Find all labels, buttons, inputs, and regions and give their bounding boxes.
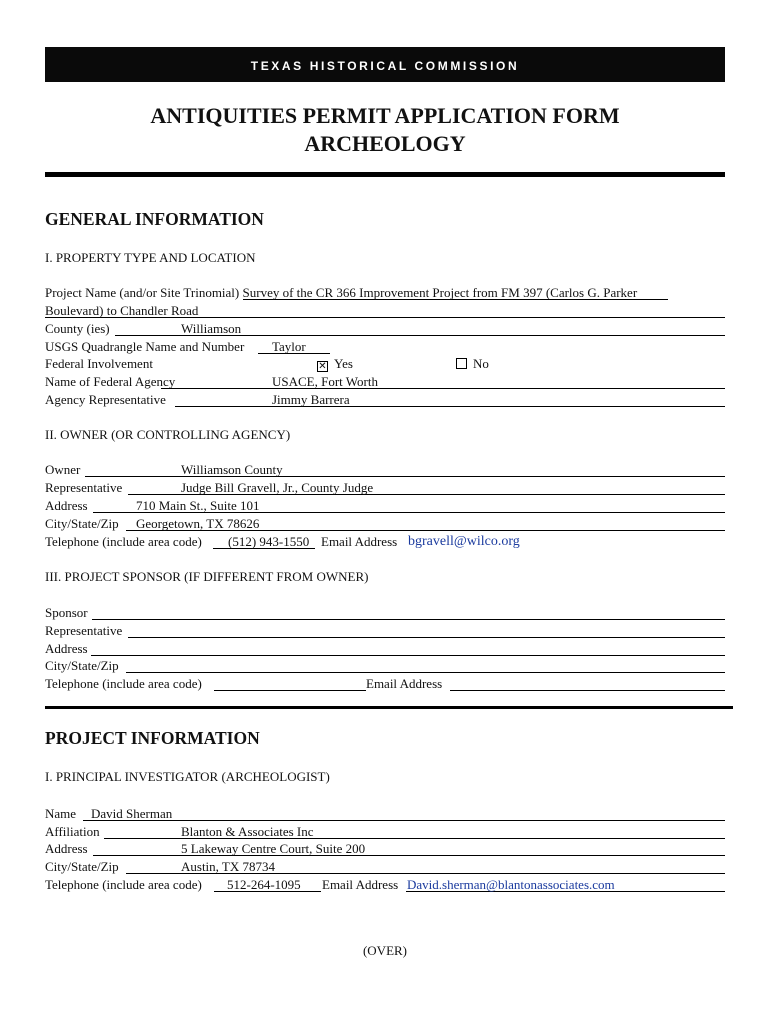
owner-email-label: Email Address (321, 534, 398, 549)
county-row (45, 320, 725, 338)
pi-address-row (45, 840, 725, 858)
general-info-heading: GENERAL INFORMATION (45, 209, 264, 229)
sponsor-phone-row (45, 675, 725, 693)
yes-option[interactable] (317, 355, 353, 373)
federal-row (45, 355, 725, 373)
owner-row (45, 461, 725, 479)
agency-label: Name of Federal Agency (45, 374, 176, 389)
agency-rep-label: Agency Representative (45, 392, 166, 407)
owner-value: Williamson County (181, 462, 283, 477)
sponsor-rep-label: Representative (45, 623, 123, 638)
pi-phone-label: Telephone (include area code) (45, 877, 202, 892)
project-name-field-1[interactable] (243, 284, 668, 300)
usgs-label: USGS Quadrangle Name and Number (45, 339, 245, 354)
county-value: Williamson (181, 321, 242, 336)
sponsor-heading: III. PROJECT SPONSOR (IF DIFFERENT FROM OWNER) (45, 569, 369, 584)
owner-city-label: City/State/Zip (45, 516, 119, 531)
sponsor-address-field[interactable] (91, 640, 725, 656)
project-info-heading: PROJECT INFORMATION (45, 728, 260, 748)
owner-email-value[interactable]: bgravell@wilco.org (408, 534, 520, 549)
pi-address-value: 5 Lakeway Centre Court, Suite 200 (181, 841, 366, 856)
pi-name-label: Name (45, 806, 77, 821)
federal-label: Federal Involvement (45, 356, 153, 371)
form-title (45, 102, 725, 158)
owner-heading: II. OWNER (OR CONTROLLING AGENCY) (45, 427, 291, 442)
owner-phone-row (45, 533, 725, 551)
owner-address-row (45, 497, 725, 515)
no-label: No (473, 356, 489, 371)
project-name-row-2 (45, 302, 725, 320)
sponsor-email-label: Email Address (366, 676, 443, 691)
property-heading: I. PROPERTY TYPE AND LOCATION (45, 250, 256, 265)
sponsor-field[interactable] (92, 604, 725, 620)
sponsor-address-label: Address (45, 641, 88, 656)
owner-city-value: Georgetown, TX 78626 (136, 516, 260, 531)
project-name-value-1: Survey of the CR 366 Improvement Project from FM 397 (Carlos G. Parker (242, 285, 638, 300)
owner-address-label: Address (45, 498, 88, 513)
sponsor-email-field[interactable] (450, 675, 725, 691)
pi-phone-row (45, 876, 725, 894)
pi-affil-row (45, 823, 725, 841)
sponsor-rep-field[interactable] (128, 622, 725, 638)
pi-email-label: Email Address (322, 877, 399, 892)
sponsor-city-label: City/State/Zip (45, 658, 119, 673)
form-title-line2: ARCHEOLOGY (304, 131, 466, 156)
usgs-value: Taylor (272, 339, 306, 354)
form-title-line1: ANTIQUITIES PERMIT APPLICATION FORM (150, 103, 620, 128)
owner-rep-value: Judge Bill Gravell, Jr., County Judge (181, 480, 374, 495)
pi-address-label: Address (45, 841, 88, 856)
pi-name-row (45, 805, 725, 823)
no-checkbox[interactable] (456, 358, 467, 369)
owner-city-row (45, 515, 725, 533)
pi-phone-value: 512-264-1095 (227, 877, 301, 892)
pi-heading: I. PRINCIPAL INVESTIGATOR (ARCHEOLOGIST) (45, 769, 330, 784)
project-name-row (45, 284, 725, 302)
page-footer: (OVER) (362, 943, 408, 958)
agency-value: USACE, Fort Worth (272, 374, 378, 389)
pi-affil-value: Blanton & Associates Inc (181, 824, 314, 839)
owner-phone-label: Telephone (include area code) (45, 534, 202, 549)
sponsor-city-row (45, 657, 725, 675)
sponsor-label: Sponsor (45, 605, 88, 620)
agency-rep-row (45, 391, 725, 409)
county-label: County (ies) (45, 321, 110, 336)
yes-label: Yes (334, 356, 353, 371)
yes-checkbox[interactable] (317, 361, 328, 372)
section-divider (45, 706, 733, 709)
sponsor-address-row (45, 640, 725, 658)
agency-row (45, 373, 725, 391)
pi-city-value: Austin, TX 78734 (181, 859, 276, 874)
sponsor-city-field[interactable] (126, 657, 725, 673)
sponsor-phone-field[interactable] (214, 675, 366, 691)
owner-address-value: 710 Main St., Suite 101 (136, 498, 260, 513)
pi-email-value[interactable]: David.sherman@blantonassociates.com (407, 877, 615, 892)
usgs-row (45, 338, 725, 356)
owner-label: Owner (45, 462, 81, 477)
pi-name-field[interactable] (83, 805, 725, 821)
pi-city-label: City/State/Zip (45, 859, 119, 874)
no-option[interactable] (456, 355, 489, 373)
pi-affil-label: Affiliation (45, 824, 100, 839)
check-x-icon: ✕ (318, 361, 327, 372)
project-name-label: Project Name (and/or Site Trinomial) (45, 285, 240, 300)
pi-city-row (45, 858, 725, 876)
agency-field[interactable] (161, 373, 725, 389)
sponsor-row (45, 604, 725, 622)
owner-phone-value: (512) 943-1550 (228, 534, 310, 549)
header-banner: TEXAS HISTORICAL COMMISSION (45, 47, 725, 82)
sponsor-rep-row (45, 622, 725, 640)
owner-rep-row (45, 479, 725, 497)
sponsor-phone-label: Telephone (include area code) (45, 676, 202, 691)
pi-name-value: David Sherman (91, 806, 173, 821)
agency-rep-value: Jimmy Barrera (272, 392, 350, 407)
title-divider (45, 172, 725, 177)
project-name-field-2[interactable] (45, 302, 725, 318)
agency-rep-field[interactable] (175, 391, 725, 407)
project-name-value-2: Boulevard) to Chandler Road (45, 303, 199, 318)
owner-rep-label: Representative (45, 480, 123, 495)
